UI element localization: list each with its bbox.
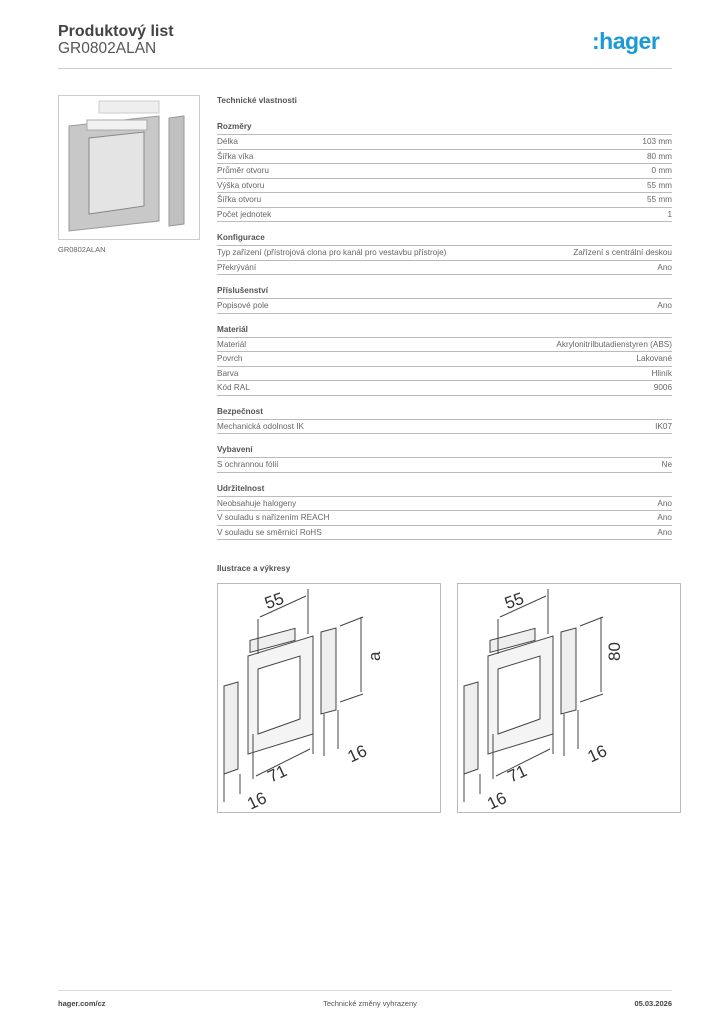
spec-row [217,246,672,261]
dim-top: 55 [262,588,287,614]
spec-section [217,285,672,314]
spec-row [217,135,672,150]
spec-row [217,511,672,526]
section-title: Bezpečnost [217,406,672,420]
spec-label: Šířka víka [217,151,254,161]
spec-row [217,367,672,382]
spec-label: V souladu s nařízením REACH [217,513,330,522]
spec-value: 0 mm [651,166,672,175]
dim-left-side: 16 [244,788,270,812]
spec-label: Povrch [217,354,243,363]
spec-row [217,352,672,367]
drawing-2 [457,583,681,813]
spec-row [217,150,672,165]
drawing-1 [217,583,441,813]
spec-value: 55 mm [646,180,672,190]
product-code: GR0802ALAN [58,40,157,57]
spec-value: Akrylonitrilbutadienstyren (ABS) [556,339,672,349]
spec-value: Ano [657,498,672,508]
spec-value: 55 mm [646,195,672,204]
dim-right-side: 16 [584,741,610,767]
spec-label: V souladu se směrnicí RoHS [217,527,322,537]
product-image-caption: GR0802ALAN [58,245,106,254]
dim-width: 71 [264,761,290,787]
spec-row [217,338,672,353]
spec-value: Ano [657,527,672,537]
spec-value: 1 [667,209,672,219]
spec-row [217,193,672,208]
dim-height: 80 [605,642,624,661]
spec-row [217,261,672,276]
spec-value: 103 mm [642,137,672,146]
spec-label: Materiál [217,339,247,349]
spec-value: Hliník [651,368,672,378]
hager-logo: :hager [592,28,660,54]
section-title: Konfigurace [217,232,672,246]
spec-value: Ano [657,513,672,522]
spec-section [217,121,672,222]
technical-specs [217,95,672,550]
spec-value: IK07 [655,421,672,431]
product-image [58,95,200,240]
spec-label: Barva [217,368,239,378]
spec-label: Počet jednotek [217,209,272,219]
illustrations-heading: Ilustrace a výkresy [217,564,291,573]
dim-right-side: 16 [344,741,370,767]
section-title: Materiál [217,324,672,338]
spec-label: Překrývání [217,262,257,272]
document-title: Produktový list [58,23,174,40]
spec-label: Neobsahuje halogeny [217,498,297,508]
specs-heading: Technické vlastnosti [217,96,297,105]
spec-row [217,458,672,473]
spec-row [217,420,672,435]
spec-label: Mechanická odolnost IK [217,421,304,431]
spec-label: Průměr otvoru [217,166,269,175]
dim-top: 55 [502,588,527,614]
footer-divider [58,990,672,991]
spec-label: Šířka otvoru [217,195,262,204]
spec-label: Výška otvoru [217,180,265,190]
spec-row [217,164,672,179]
spec-label: Typ zařízení (přístrojová clona pro kanál pro vestavbu přístroje) [217,248,447,257]
dim-height: a [365,651,384,661]
section-title: Vybavení [217,444,672,458]
footer-website[interactable]: hager.com/cz [58,999,106,1008]
spec-row [217,299,672,314]
section-title: Příslušenství [217,285,672,299]
spec-section [217,483,672,541]
footer-note: Technické změny vyhrazeny [323,999,417,1008]
spec-label: Délka [217,137,238,146]
footer-date: 05.03.2026 [634,999,672,1008]
spec-row [217,179,672,194]
spec-label: Popisové pole [217,301,269,310]
spec-value: Lakované [636,354,672,363]
spec-row [217,526,672,541]
spec-row [217,208,672,223]
spec-section [217,232,672,275]
spec-label: S ochrannou fólií [217,460,279,469]
spec-value: Ne [661,460,672,469]
spec-label: Kód RAL [217,383,250,392]
spec-value: Ano [657,301,672,310]
section-title: Udržitelnost [217,483,672,497]
spec-value: Ano [657,262,672,272]
spec-row [217,497,672,512]
spec-value: Zařízení s centrální deskou [573,248,672,257]
spec-section [217,406,672,435]
footer [58,999,672,1008]
spec-section [217,324,672,396]
spec-section [217,444,672,473]
spec-row [217,381,672,396]
dim-left-side: 16 [484,788,510,812]
section-title: Rozměry [217,121,672,135]
spec-value: 9006 [653,383,672,392]
spec-value: 80 mm [646,151,672,161]
dim-width: 71 [504,761,530,787]
header-divider [58,68,672,69]
